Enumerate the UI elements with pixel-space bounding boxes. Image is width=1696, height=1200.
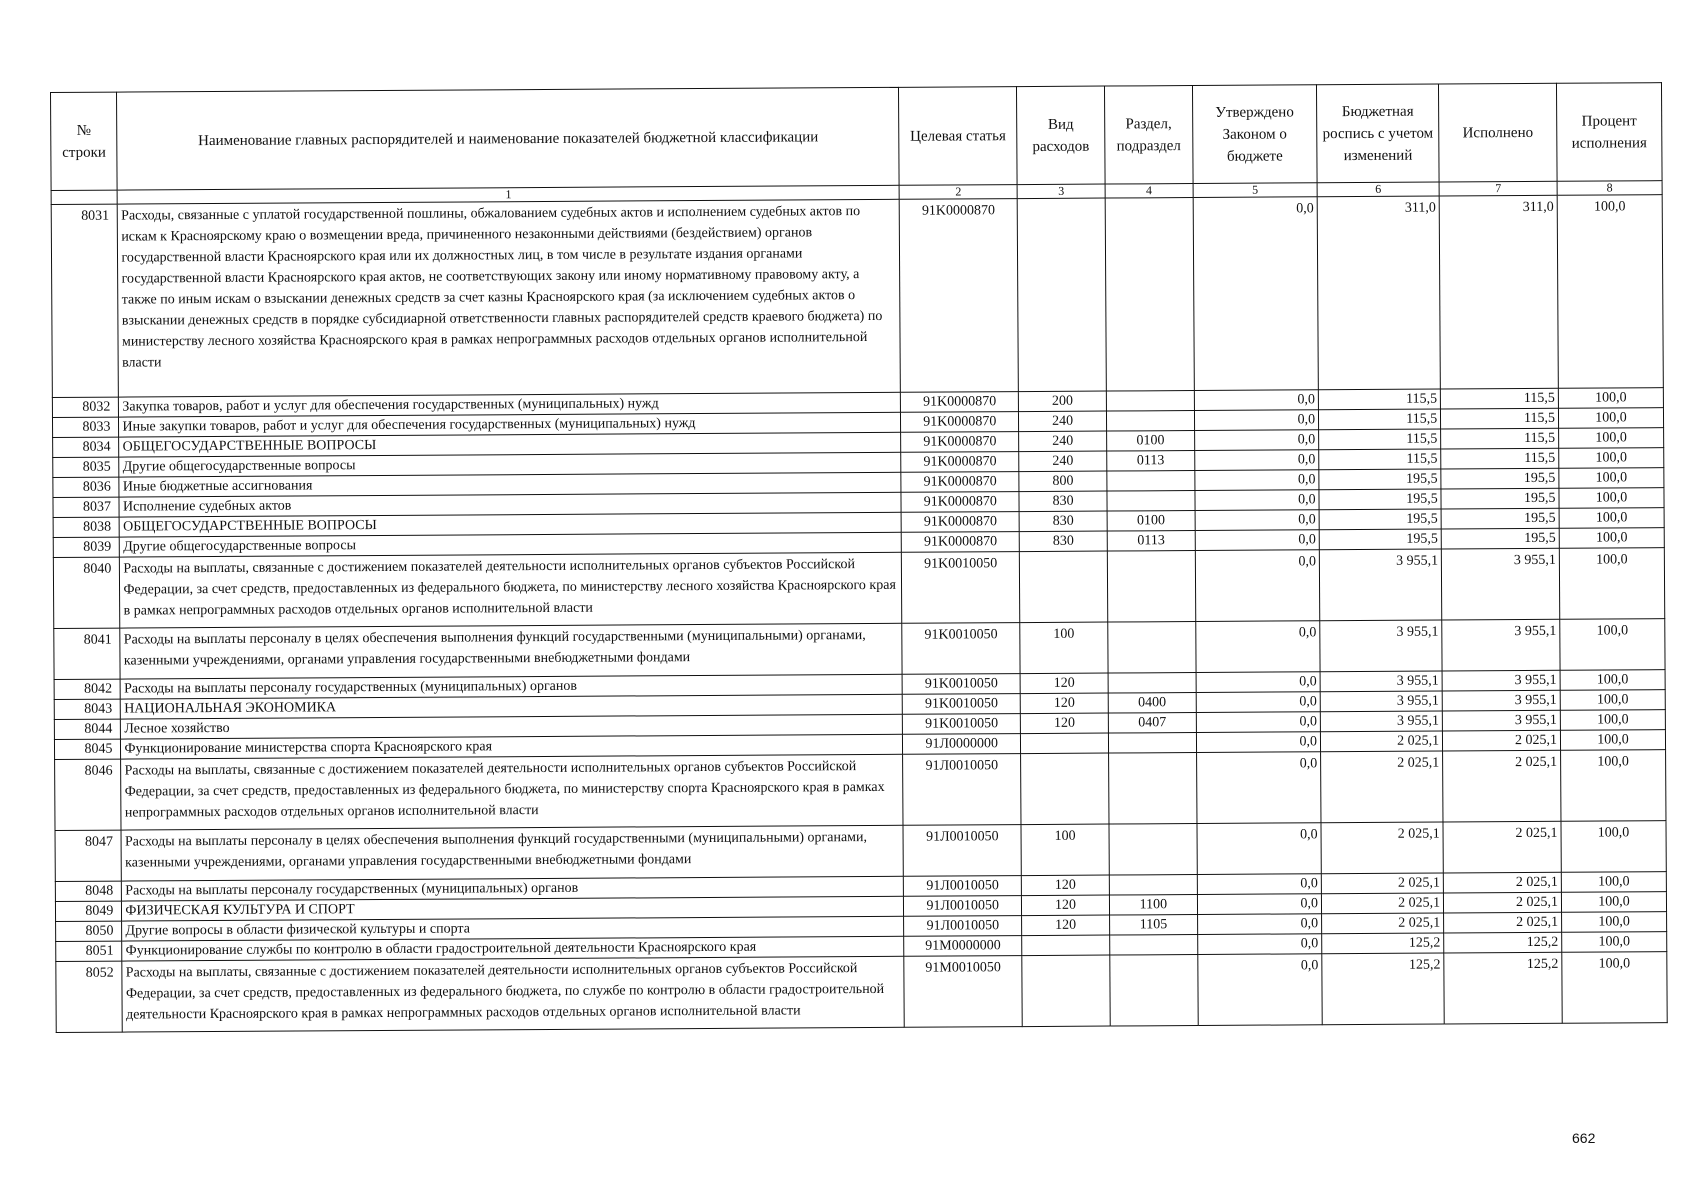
row-budget: 3 955,1 bbox=[1319, 549, 1442, 621]
row-kind bbox=[1019, 551, 1107, 623]
header-budget-schedule: Бюджетная роспись с учетом изменений bbox=[1317, 84, 1440, 183]
row-kind: 120 bbox=[1020, 673, 1108, 694]
row-percent: 100,0 bbox=[1560, 690, 1665, 711]
row-approved: 0,0 bbox=[1196, 752, 1321, 824]
row-section bbox=[1106, 411, 1194, 432]
row-section: 0113 bbox=[1107, 451, 1195, 472]
row-percent: 100,0 bbox=[1559, 528, 1664, 549]
row-percent: 100,0 bbox=[1561, 892, 1666, 913]
row-kind: 120 bbox=[1020, 713, 1108, 734]
row-target: 91K0000870 bbox=[901, 472, 1019, 493]
column-number-blank bbox=[51, 190, 117, 204]
header-target-article: Целевая статья bbox=[899, 87, 1017, 186]
row-kind: 120 bbox=[1022, 915, 1110, 936]
table-row bbox=[56, 952, 1667, 1033]
header-approved: Утверждено Законом о бюджете bbox=[1192, 85, 1317, 184]
row-section bbox=[1105, 198, 1194, 392]
budget-table bbox=[50, 82, 1668, 1033]
row-target: 91K0010050 bbox=[903, 714, 1021, 735]
row-percent: 100,0 bbox=[1560, 670, 1665, 691]
row-executed: 3 955,1 bbox=[1442, 710, 1560, 731]
row-kind: 800 bbox=[1019, 471, 1107, 492]
row-budget: 195,5 bbox=[1319, 489, 1441, 510]
row-budget: 115,5 bbox=[1319, 449, 1441, 470]
row-approved: 0,0 bbox=[1194, 390, 1318, 411]
header-name: Наименование главных распорядителей и наименование показателей бюджетной классификации bbox=[117, 87, 900, 190]
row-name: ОБЩЕГОСУДАРСТВЕННЫЕ ВОПРОСЫ bbox=[119, 432, 901, 457]
row-executed: 2 025,1 bbox=[1443, 750, 1561, 822]
row-percent: 100,0 bbox=[1559, 488, 1664, 509]
column-number: 7 bbox=[1439, 181, 1557, 196]
row-budget: 2 025,1 bbox=[1320, 731, 1442, 752]
row-executed: 3 955,1 bbox=[1442, 690, 1560, 711]
row-name: Расходы на выплаты персоналу в целях обеспечения выполнения функций государственными (муниципальными) органами, казенными учреждениями, органами управления государственными внебюджетными фондами bbox=[121, 825, 903, 881]
row-number: 8038 bbox=[53, 517, 120, 537]
row-number: 8051 bbox=[56, 941, 123, 961]
row-number: 8050 bbox=[56, 921, 123, 941]
row-kind bbox=[1021, 753, 1109, 825]
row-executed: 195,5 bbox=[1441, 528, 1559, 549]
row-budget: 3 955,1 bbox=[1320, 691, 1442, 712]
row-name: Расходы на выплаты, связанные с достижением показателей деятельности исполнительных органов субъектов Российской Федерации, за счет средств, предоставленных из федерального бюджета, по министерству спорта Красноярского края в рамках непрограммных расходов отдельных органов исполнительной власти bbox=[121, 754, 903, 830]
row-percent: 100,0 bbox=[1562, 932, 1667, 953]
row-kind: 240 bbox=[1019, 451, 1107, 472]
row-target: 91K0000870 bbox=[899, 199, 1018, 393]
row-target: 91M0010050 bbox=[904, 956, 1022, 1028]
row-number: 8049 bbox=[55, 901, 122, 921]
header-row-number: № строки bbox=[51, 92, 118, 190]
row-number: 8048 bbox=[55, 881, 122, 901]
row-percent: 100,0 bbox=[1559, 468, 1664, 489]
row-name: Расходы на выплаты персоналу в целях обеспечения выполнения функций государственными (муниципальными) органами, казенными учреждениями, органами управления государственными внебюджетными фондами bbox=[120, 623, 902, 679]
row-approved: 0,0 bbox=[1195, 470, 1319, 491]
row-budget: 2 025,1 bbox=[1321, 893, 1443, 914]
header-percent: Процент исполнения bbox=[1556, 83, 1662, 182]
header-executed: Исполнено bbox=[1439, 83, 1557, 182]
row-section bbox=[1107, 551, 1195, 623]
row-kind: 240 bbox=[1019, 411, 1107, 432]
row-number: 8047 bbox=[55, 830, 122, 881]
column-number: 4 bbox=[1105, 184, 1193, 199]
row-kind: 120 bbox=[1020, 693, 1108, 714]
row-section bbox=[1108, 622, 1196, 674]
column-number: 5 bbox=[1193, 183, 1317, 198]
row-approved: 0,0 bbox=[1196, 672, 1320, 693]
row-name: Функционирование министерства спорта Красноярского края bbox=[121, 734, 903, 759]
row-name: Закупка товаров, работ и услуг для обеспечения государственных (муниципальных) нужд bbox=[119, 392, 901, 417]
row-executed: 125,2 bbox=[1444, 932, 1562, 953]
row-name: ОБЩЕГОСУДАРСТВЕННЫЕ ВОПРОСЫ bbox=[120, 512, 902, 537]
row-name: Иные закупки товаров, работ и услуг для обеспечения государственных (муниципальных) нужд bbox=[119, 412, 901, 437]
table-row bbox=[55, 750, 1666, 831]
row-budget: 3 955,1 bbox=[1320, 671, 1442, 692]
row-approved: 0,0 bbox=[1196, 712, 1320, 733]
row-target: 91K0000870 bbox=[901, 452, 1019, 473]
row-number: 8041 bbox=[54, 628, 121, 679]
row-executed: 2 025,1 bbox=[1444, 912, 1562, 933]
row-target: 91K0000870 bbox=[901, 392, 1019, 413]
row-budget: 2 025,1 bbox=[1321, 751, 1444, 823]
row-approved: 0,0 bbox=[1195, 490, 1319, 511]
column-number: 6 bbox=[1317, 182, 1439, 197]
row-kind: 100 bbox=[1021, 824, 1109, 876]
row-percent: 100,0 bbox=[1557, 195, 1663, 389]
row-approved: 0,0 bbox=[1198, 954, 1323, 1026]
row-approved: 0,0 bbox=[1197, 894, 1321, 915]
row-percent: 100,0 bbox=[1561, 872, 1666, 893]
row-name: Другие общегосударственные вопросы bbox=[119, 452, 901, 477]
row-percent: 100,0 bbox=[1560, 730, 1665, 751]
row-approved: 0,0 bbox=[1195, 530, 1319, 551]
row-section bbox=[1109, 824, 1197, 876]
row-section bbox=[1109, 875, 1197, 896]
row-kind: 120 bbox=[1022, 895, 1110, 916]
row-approved: 0,0 bbox=[1196, 621, 1321, 673]
row-approved: 0,0 bbox=[1195, 550, 1320, 622]
row-section: 0113 bbox=[1107, 531, 1195, 552]
row-executed: 311,0 bbox=[1439, 195, 1558, 389]
row-executed: 2 025,1 bbox=[1443, 730, 1561, 751]
row-kind: 830 bbox=[1019, 491, 1107, 512]
row-number: 8044 bbox=[54, 719, 121, 739]
row-approved: 0,0 bbox=[1195, 510, 1319, 531]
row-number: 8037 bbox=[53, 497, 120, 517]
row-kind: 200 bbox=[1018, 391, 1106, 412]
row-budget: 115,5 bbox=[1319, 409, 1441, 430]
table-row bbox=[53, 548, 1664, 629]
row-kind: 120 bbox=[1021, 875, 1109, 896]
row-percent: 100,0 bbox=[1558, 388, 1663, 409]
row-executed: 3 955,1 bbox=[1442, 670, 1560, 691]
column-number: 1 bbox=[118, 185, 900, 204]
row-approved: 0,0 bbox=[1194, 430, 1318, 451]
row-section bbox=[1110, 955, 1198, 1027]
row-name: Расходы на выплаты персоналу государственных (муниципальных) органов bbox=[120, 674, 902, 699]
row-number: 8045 bbox=[54, 739, 121, 759]
table-row bbox=[51, 195, 1663, 398]
row-number: 8033 bbox=[52, 417, 119, 437]
row-number: 8039 bbox=[53, 537, 120, 557]
row-approved: 0,0 bbox=[1196, 732, 1320, 753]
row-target: 91K0010050 bbox=[902, 552, 1020, 624]
row-approved: 0,0 bbox=[1194, 410, 1318, 431]
row-executed: 195,5 bbox=[1441, 468, 1559, 489]
row-name: Расходы на выплаты, связанные с достижением показателей деятельности исполнительных органов субъектов Российской Федерации, за счет средств, предоставленных из федерального бюджета, по службе по контролю в области градостроительной деятельности Красноярского края в рамках непрограммных расходов отдельных органов исполнительной власти bbox=[122, 956, 904, 1032]
row-name: Функционирование службы по контролю в области градостроительной деятельности Красноярского края bbox=[122, 936, 904, 961]
row-number: 8034 bbox=[53, 437, 120, 457]
row-percent: 100,0 bbox=[1559, 508, 1664, 529]
row-target: 91K0010050 bbox=[902, 623, 1020, 675]
row-number: 8043 bbox=[54, 699, 121, 719]
row-number: 8035 bbox=[53, 457, 120, 477]
row-executed: 195,5 bbox=[1441, 508, 1559, 529]
row-number: 8036 bbox=[53, 477, 120, 497]
row-budget: 115,5 bbox=[1319, 429, 1441, 450]
row-kind bbox=[1022, 935, 1110, 956]
row-target: 91M0000000 bbox=[904, 936, 1022, 957]
column-number: 8 bbox=[1557, 181, 1662, 196]
row-executed: 115,5 bbox=[1441, 448, 1559, 469]
row-approved: 0,0 bbox=[1197, 934, 1321, 955]
row-number: 8052 bbox=[56, 961, 123, 1032]
row-budget: 195,5 bbox=[1319, 509, 1441, 530]
row-kind: 830 bbox=[1019, 531, 1107, 552]
row-name: Другие общегосударственные вопросы bbox=[120, 532, 902, 557]
row-name: Расходы на выплаты персоналу государственных (муниципальных) органов bbox=[122, 876, 904, 901]
row-name: Лесное хозяйство bbox=[121, 714, 903, 739]
row-target: 91Л0010050 bbox=[903, 825, 1021, 877]
row-executed: 3 955,1 bbox=[1441, 548, 1559, 620]
row-executed: 115,5 bbox=[1441, 428, 1559, 449]
row-target: 91K0000870 bbox=[901, 412, 1019, 433]
row-budget: 2 025,1 bbox=[1321, 822, 1443, 874]
row-executed: 2 025,1 bbox=[1443, 821, 1561, 873]
row-budget: 2 025,1 bbox=[1321, 873, 1443, 894]
row-approved: 0,0 bbox=[1196, 692, 1320, 713]
row-section: 0100 bbox=[1107, 511, 1195, 532]
header-expense-kind: Вид расходов bbox=[1017, 86, 1105, 185]
row-section bbox=[1108, 673, 1196, 694]
row-budget: 3 955,1 bbox=[1320, 620, 1442, 672]
row-section bbox=[1108, 733, 1196, 754]
row-executed: 3 955,1 bbox=[1442, 619, 1560, 671]
row-target: 91Л0010050 bbox=[904, 916, 1022, 937]
row-name: Исполнение судебных актов bbox=[119, 492, 901, 517]
row-budget: 195,5 bbox=[1319, 469, 1441, 490]
row-name: НАЦИОНАЛЬНАЯ ЭКОНОМИКА bbox=[121, 694, 903, 719]
row-percent: 100,0 bbox=[1559, 548, 1664, 620]
row-executed: 125,2 bbox=[1444, 952, 1562, 1024]
budget-table-sheet bbox=[50, 82, 1668, 1033]
row-approved: 0,0 bbox=[1197, 874, 1321, 895]
row-section: 0100 bbox=[1107, 431, 1195, 452]
row-percent: 100,0 bbox=[1558, 408, 1663, 429]
row-budget: 125,2 bbox=[1322, 933, 1444, 954]
row-budget: 125,2 bbox=[1322, 953, 1445, 1025]
row-executed: 2 025,1 bbox=[1444, 892, 1562, 913]
row-section bbox=[1107, 491, 1195, 512]
row-section bbox=[1109, 753, 1197, 825]
row-section: 1105 bbox=[1110, 915, 1198, 936]
row-name: Другие вопросы в области физической культуры и спорта bbox=[122, 916, 904, 941]
row-section: 0400 bbox=[1108, 693, 1196, 714]
row-section: 1100 bbox=[1109, 895, 1197, 916]
row-name: Иные бюджетные ассигнования bbox=[119, 472, 901, 497]
row-section bbox=[1110, 935, 1198, 956]
row-executed: 115,5 bbox=[1441, 408, 1559, 429]
row-number: 8031 bbox=[51, 204, 119, 397]
row-percent: 100,0 bbox=[1562, 952, 1667, 1024]
row-percent: 100,0 bbox=[1560, 619, 1665, 671]
row-target: 91K0010050 bbox=[902, 674, 1020, 695]
row-target: 91Л0010050 bbox=[903, 754, 1021, 826]
header-section: Раздел, подраздел bbox=[1104, 86, 1192, 185]
row-percent: 100,0 bbox=[1559, 448, 1664, 469]
row-budget: 3 955,1 bbox=[1320, 711, 1442, 732]
row-kind bbox=[1017, 198, 1106, 392]
row-kind: 240 bbox=[1019, 431, 1107, 452]
row-number: 8032 bbox=[52, 397, 119, 417]
row-section: 0407 bbox=[1108, 713, 1196, 734]
row-name: ФИЗИЧЕСКАЯ КУЛЬТУРА И СПОРТ bbox=[122, 896, 904, 921]
row-budget: 311,0 bbox=[1317, 196, 1440, 390]
row-target: 91K0000870 bbox=[901, 512, 1019, 533]
row-target: 91K0000870 bbox=[902, 532, 1020, 553]
row-section bbox=[1107, 471, 1195, 492]
row-budget: 115,5 bbox=[1318, 389, 1440, 410]
row-kind bbox=[1021, 733, 1109, 754]
column-number: 2 bbox=[899, 185, 1017, 200]
row-executed: 2 025,1 bbox=[1443, 872, 1561, 893]
row-number: 8042 bbox=[54, 679, 121, 699]
row-budget: 2 025,1 bbox=[1322, 913, 1444, 934]
row-target: 91Л0010050 bbox=[904, 896, 1022, 917]
row-kind bbox=[1022, 955, 1110, 1027]
row-percent: 100,0 bbox=[1559, 428, 1664, 449]
row-budget: 195,5 bbox=[1319, 529, 1441, 550]
page-number: 662 bbox=[1572, 1130, 1596, 1146]
row-section bbox=[1106, 391, 1194, 412]
row-approved: 0,0 bbox=[1197, 914, 1321, 935]
row-target: 91K0000870 bbox=[901, 492, 1019, 513]
row-percent: 100,0 bbox=[1562, 912, 1667, 933]
row-name: Расходы, связанные с уплатой государственной пошлины, обжалованием судебных актов и исполнением судебных актов по искам к Красноярскому краю о возмещении вреда, причиненного незаконными действиями (бездействием) органов государственной власти Красноярского края или их должностных лиц, в том числе в результате издания органами государственной власти Красноярского края актов, не соответствующих закону или иному нормативному правовому акту, а также по иным искам о взыскании денежных средств за счет казны Красноярского края (за исключением судебных актов о взыскании денежных средств в порядке субсидиарной ответственности главных распорядителей средств краевого бюджета) по министерству лесного хозяйства Красноярского края в рамках непрограммных расходов отдельных органов исполнительной власти bbox=[118, 199, 901, 397]
row-approved: 0,0 bbox=[1193, 197, 1318, 391]
row-number: 8040 bbox=[53, 557, 120, 628]
header-row bbox=[51, 83, 1663, 191]
row-approved: 0,0 bbox=[1197, 823, 1322, 875]
row-target: 91Л0000000 bbox=[903, 734, 1021, 755]
row-percent: 100,0 bbox=[1561, 750, 1666, 822]
column-number: 3 bbox=[1017, 184, 1105, 199]
row-percent: 100,0 bbox=[1561, 821, 1666, 873]
row-name: Расходы на выплаты, связанные с достижением показателей деятельности исполнительных органов субъектов Российской Федерации, за счет средств, предоставленных из федерального бюджета, по министерству лесного хозяйства Красноярского края в рамках непрограммных расходов отдельных органов исполнительной власти bbox=[120, 552, 902, 628]
row-approved: 0,0 bbox=[1195, 450, 1319, 471]
row-number: 8046 bbox=[55, 759, 122, 830]
row-executed: 195,5 bbox=[1441, 488, 1559, 509]
row-percent: 100,0 bbox=[1560, 710, 1665, 731]
row-kind: 830 bbox=[1019, 511, 1107, 532]
row-target: 91Л0010050 bbox=[904, 876, 1022, 897]
row-kind: 100 bbox=[1020, 622, 1108, 674]
row-executed: 115,5 bbox=[1440, 388, 1558, 409]
row-target: 91K0010050 bbox=[903, 694, 1021, 715]
row-target: 91K0000870 bbox=[901, 432, 1019, 453]
